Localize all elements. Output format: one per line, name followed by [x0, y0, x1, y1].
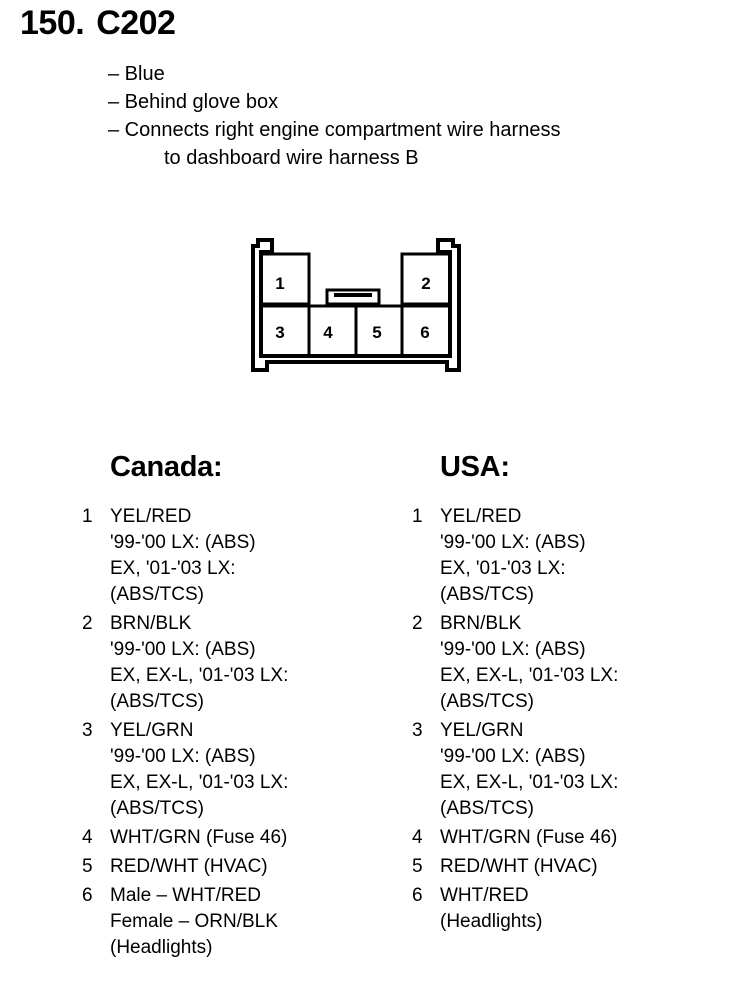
usa-heading: USA: — [440, 451, 510, 483]
wire-color: Female – ORN/BLK — [110, 911, 278, 932]
pin-number: 5 — [412, 856, 423, 877]
pin-entry — [82, 854, 288, 880]
application-line: '99-'00 LX: (ABS) — [110, 746, 256, 767]
pin-label-5: 5 — [372, 323, 382, 342]
pin-number: 3 — [82, 720, 93, 741]
application-line: '99-'00 LX: (ABS) — [440, 746, 586, 767]
pin-entry — [82, 504, 288, 608]
wire-color: YEL/GRN — [440, 720, 524, 741]
pin-label-2: 2 — [421, 274, 431, 293]
wire-color: WHT/GRN (Fuse 46) — [440, 827, 618, 848]
application-line: '99-'00 LX: (ABS) — [110, 639, 256, 660]
description-line: – Behind glove box — [108, 91, 279, 113]
description-line: – Blue — [108, 63, 165, 85]
pin-number: 1 — [82, 506, 93, 527]
usa-column — [412, 452, 618, 938]
application-line: (ABS/TCS) — [440, 584, 534, 605]
pin-number: 4 — [412, 827, 423, 848]
pin-label-6: 6 — [420, 323, 430, 342]
pin-entry — [412, 854, 618, 880]
pin-label-1: 1 — [275, 274, 285, 293]
pin-number: 1 — [412, 506, 423, 527]
wire-color: Male – WHT/RED — [110, 885, 261, 906]
application-line: (ABS/TCS) — [110, 798, 204, 819]
application-line: EX, EX-L, '01-'03 LX: — [440, 665, 619, 686]
wire-color: BRN/BLK — [440, 613, 522, 634]
pin-cavity-1 — [261, 254, 309, 304]
pin-number: 6 — [412, 885, 423, 906]
pin-label-4: 4 — [323, 323, 333, 342]
pin-number: 5 — [82, 856, 93, 877]
wire-color: YEL/GRN — [110, 720, 194, 741]
pin-entry — [82, 718, 288, 822]
pin-entry — [412, 611, 618, 715]
application-line: (ABS/TCS) — [440, 798, 534, 819]
wire-color: WHT/GRN (Fuse 46) — [110, 827, 288, 848]
wire-color: YEL/RED — [440, 506, 522, 527]
pin-entry — [412, 504, 618, 608]
application-line: (ABS/TCS) — [110, 691, 204, 712]
connector-diagram — [250, 238, 465, 378]
pin-number: 2 — [412, 613, 423, 634]
pin-entry — [82, 825, 288, 851]
application-line: '99-'00 LX: (ABS) — [110, 532, 256, 553]
application-line: EX, EX-L, '01-'03 LX: — [440, 772, 619, 793]
pin-number: 3 — [412, 720, 423, 741]
wire-color: WHT/RED — [440, 885, 529, 906]
wire-color: RED/WHT (HVAC) — [110, 856, 268, 877]
application-line: '99-'00 LX: (ABS) — [440, 639, 586, 660]
pin-entry — [412, 825, 618, 851]
application-line: EX, EX-L, '01-'03 LX: — [110, 772, 289, 793]
canada-column — [82, 452, 288, 964]
application-line: (ABS/TCS) — [110, 584, 204, 605]
description-line: – Connects right engine compartment wire harness — [108, 119, 561, 141]
application-line: EX, '01-'03 LX: — [440, 558, 566, 579]
pin-cavity-3 — [261, 306, 309, 356]
connector-description — [108, 60, 560, 172]
wire-color: RED/WHT (HVAC) — [440, 856, 598, 877]
pin-label-3: 3 — [275, 323, 285, 342]
connector-latch-inner — [334, 293, 372, 297]
page-title — [20, 4, 175, 43]
pin-entry — [412, 883, 618, 935]
application-line: EX, '01-'03 LX: — [110, 558, 236, 579]
wire-color: BRN/BLK — [110, 613, 192, 634]
application-line: '99-'00 LX: (ABS) — [440, 532, 586, 553]
wire-color: YEL/RED — [110, 506, 192, 527]
pin-entry — [82, 611, 288, 715]
application-line: (Headlights) — [440, 911, 543, 932]
description-line: to dashboard wire harness B — [164, 147, 419, 169]
canada-heading: Canada: — [110, 451, 223, 483]
pin-entry — [412, 718, 618, 822]
pin-number: 2 — [82, 613, 93, 634]
pin-entry — [82, 883, 288, 961]
item-number: 150. — [20, 4, 85, 42]
pin-number: 4 — [82, 827, 93, 848]
application-line: (Headlights) — [110, 937, 213, 958]
connector-id: C202 — [96, 4, 176, 42]
application-line: EX, EX-L, '01-'03 LX: — [110, 665, 289, 686]
pin-number: 6 — [82, 885, 93, 906]
application-line: (ABS/TCS) — [440, 691, 534, 712]
